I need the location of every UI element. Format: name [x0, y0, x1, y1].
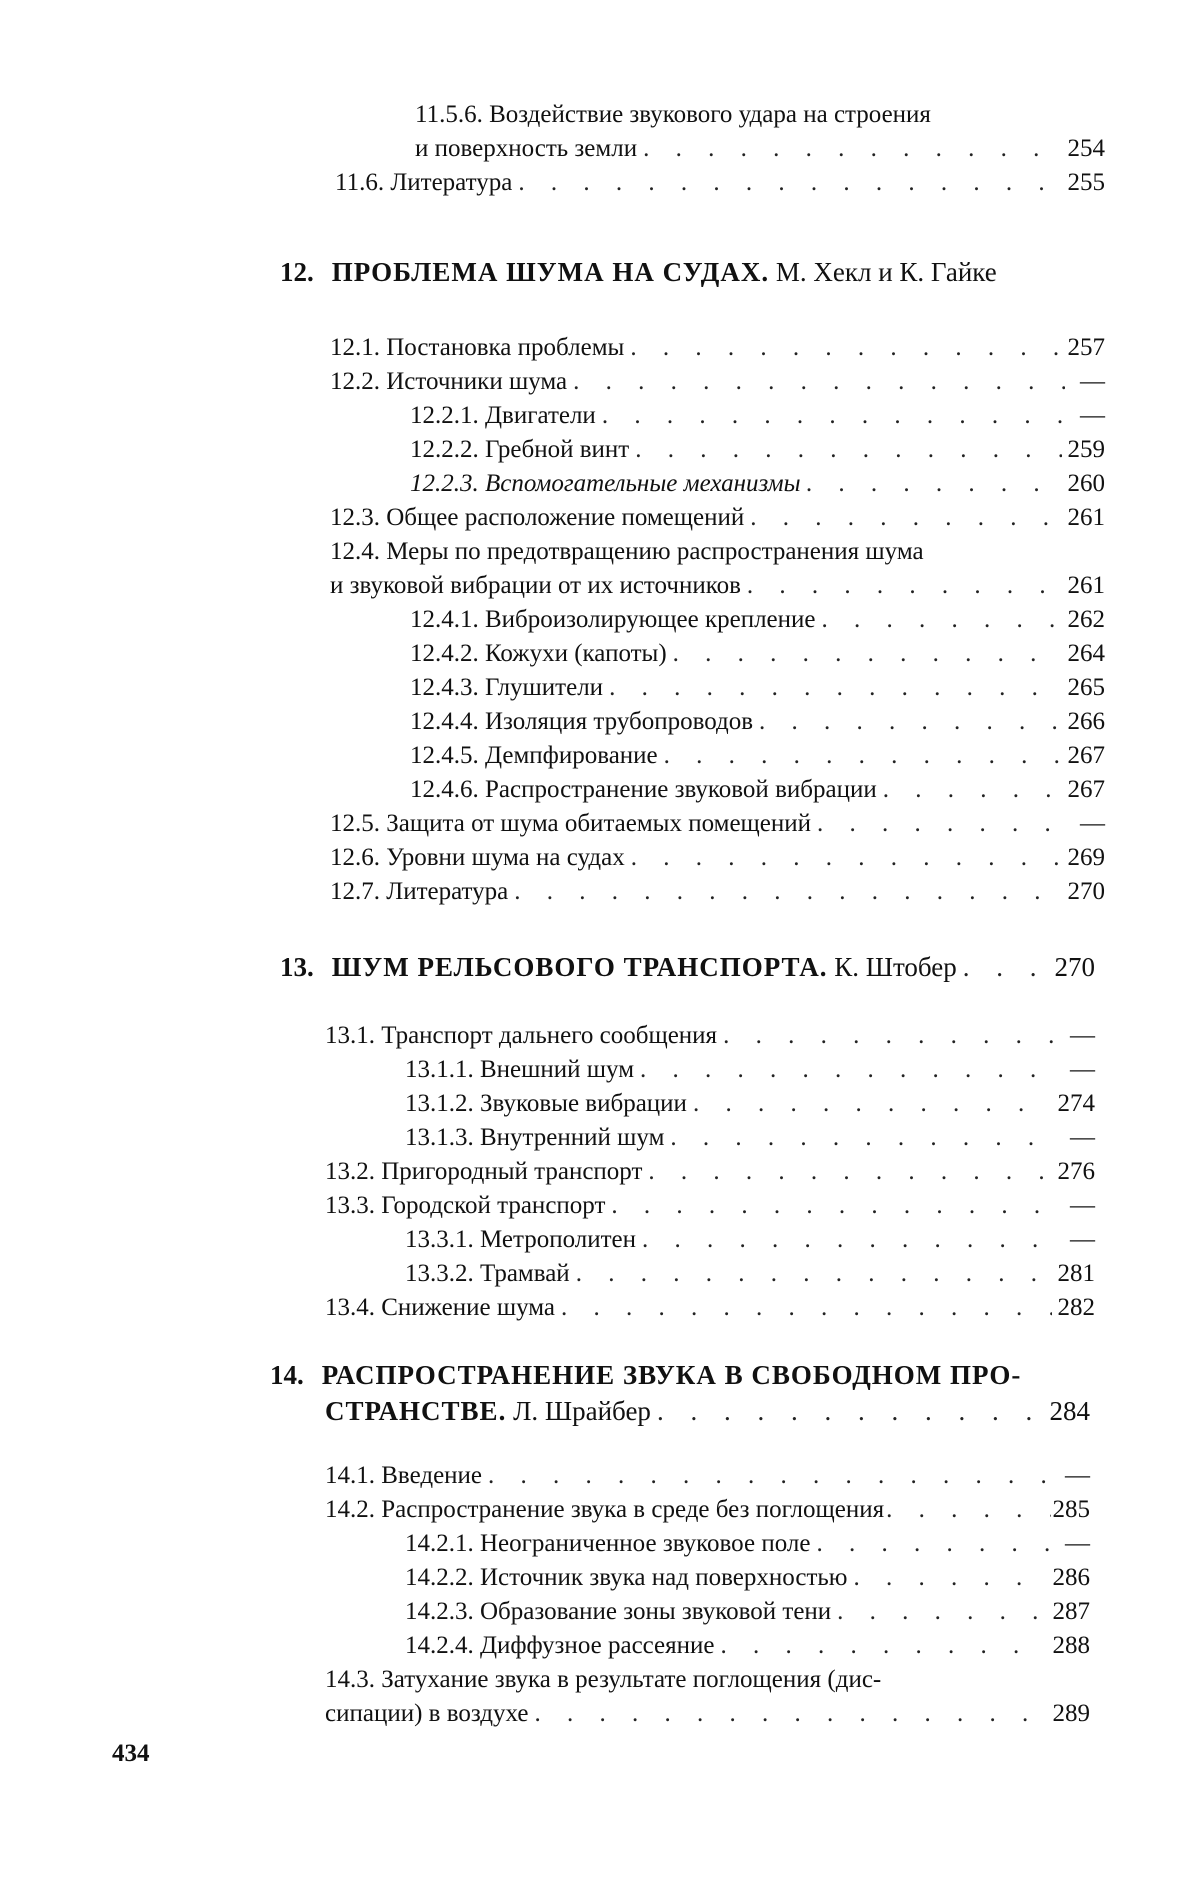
toc-page-number: — [1065, 1530, 1090, 1557]
toc-entry-text: 12.4.1. Виброизолирующее крепление [410, 606, 816, 633]
toc-page-number: — [1070, 1124, 1095, 1151]
toc-entry-11-6 [335, 168, 1105, 198]
toc-entry-text: 14.2.2. Источник звука над поверхностью [405, 1564, 848, 1591]
chapter-author: Л. Шрайбер [513, 1396, 651, 1426]
chapter-author: М. Хекл и К. Гайке [775, 257, 997, 287]
chapter-number: 14. [270, 1360, 304, 1390]
leader-dots [576, 1259, 1052, 1289]
toc-entry-12-2-3 [410, 469, 1105, 499]
toc-entry-12-2 [330, 367, 1105, 397]
toc-entry-text: 13.1. Транспорт дальнего сообщения [325, 1022, 718, 1049]
chapter-12-heading [280, 255, 997, 289]
toc-page-number: 269 [1067, 844, 1105, 871]
toc-page-number: — [1065, 1462, 1090, 1489]
toc-entry-text: 12.2.1. Двигатели [410, 402, 596, 429]
chapter-14-heading-line1 [270, 1358, 1021, 1392]
toc-entry-text: 12.5. Защита от шума обитаемых помещений [330, 810, 812, 837]
toc-entry-12-4-6 [410, 775, 1105, 805]
toc-page-number: 255 [1067, 169, 1105, 196]
toc-entry-text: 12.4.5. Демпфирование [410, 742, 658, 769]
toc-page-number: 261 [1067, 504, 1105, 531]
toc-entry-text: 12.6. Уровни шума на судах [330, 844, 625, 871]
toc-entry-text: 12.4.6. Распространение звуковой вибрации [410, 776, 877, 803]
leader-dots [747, 571, 1062, 601]
toc-entry-14-2-3 [405, 1597, 1090, 1627]
toc-entry-12-2-2 [410, 435, 1105, 465]
toc-page-number: — [1070, 1056, 1095, 1083]
toc-entry-text: 13.3. Городской транспорт [325, 1192, 606, 1219]
toc-entry-11-5-6-line1: 11.5.6. Воздействие звукового удара на строения [415, 101, 931, 128]
toc-page-number: 285 [1052, 1496, 1090, 1523]
toc-page-number: 259 [1067, 436, 1105, 463]
leader-dots [657, 1394, 1044, 1428]
toc-entry-text: 13.1.1. Внешний шум [405, 1056, 635, 1083]
chapter-title: ШУМ РЕЛЬСОВОГО ТРАНСПОРТА. [331, 952, 828, 982]
leader-dots [670, 1123, 1055, 1153]
leader-dots [759, 707, 1061, 737]
toc-entry-13-4 [325, 1293, 1095, 1323]
toc-entry-text: 13.2. Пригородный транспорт [325, 1158, 643, 1185]
toc-page-number: 254 [1067, 135, 1105, 162]
toc-page-number: — [1070, 1226, 1095, 1253]
toc-entry-text: 14.2.1. Неограниченное звуковое поле [405, 1530, 811, 1557]
toc-page-number: — [1080, 810, 1105, 837]
toc-page-number: 282 [1057, 1294, 1095, 1321]
toc-entry-14-3-line1: 14.3. Затухание звука в результате поглощения (дис- [325, 1666, 882, 1693]
leader-dots [822, 605, 1062, 635]
leader-dots [963, 950, 1049, 984]
leader-dots [853, 1563, 1046, 1593]
toc-entry-12-4-5 [410, 741, 1105, 771]
toc-entry-13-3-2 [405, 1259, 1095, 1289]
leader-dots [693, 1089, 1052, 1119]
toc-entry-text: 12.1. Постановка проблемы [330, 334, 625, 361]
toc-entry-text: 12.4.3. Глушители [410, 674, 604, 701]
leader-dots [630, 333, 1061, 363]
toc-entry-12-4-1 [410, 605, 1105, 635]
leader-dots [750, 503, 1061, 533]
toc-entry-text: 12.2.2. Гребной винт [410, 436, 630, 463]
chapter-author: К. Штобер [834, 952, 957, 982]
toc-entry-13-1-1 [405, 1055, 1095, 1085]
leader-dots [518, 168, 1061, 198]
toc-entry-text: 12.2. Источники шума [330, 368, 568, 395]
toc-page-number: 284 [1049, 1396, 1090, 1426]
leader-dots [609, 673, 1061, 703]
leader-dots [664, 741, 1062, 771]
leader-dots [631, 843, 1062, 873]
toc-entry-text: 13.1.3. Внутренний шум [405, 1124, 665, 1151]
toc-page-number: 286 [1052, 1564, 1090, 1591]
toc-entry-13-2 [325, 1157, 1095, 1187]
toc-entry-13-1-2 [405, 1089, 1095, 1119]
toc-entry-text: 13.3.1. Метрополитен [405, 1226, 637, 1253]
leader-dots [573, 367, 1065, 397]
toc-entry-12-7 [330, 877, 1105, 907]
toc-entry-14-2-2 [405, 1563, 1090, 1593]
leader-dots [817, 809, 1065, 839]
chapter-title: ПРОБЛЕМА ШУМА НА СУДАХ. [331, 257, 770, 287]
toc-page-number: — [1080, 368, 1105, 395]
toc-entry-13-3-1 [405, 1225, 1095, 1255]
toc-page-number: 267 [1067, 742, 1105, 769]
leader-dots [635, 435, 1061, 465]
toc-entry-12-1 [330, 333, 1105, 363]
toc-entry-text: 12.2.3. Вспомогательные механизмы [410, 470, 801, 497]
leader-dots [837, 1597, 1046, 1627]
toc-page-number: 287 [1052, 1598, 1090, 1625]
chapter-13-heading [280, 950, 1095, 984]
toc-entry-text: 12.7. Литература [330, 878, 509, 905]
toc-entry-14-2-4 [405, 1631, 1090, 1661]
leader-dots [640, 1055, 1055, 1085]
chapter-heading-text [280, 950, 957, 984]
toc-page-number: 276 [1057, 1158, 1095, 1185]
toc-entry-text: и поверхность земли [415, 135, 638, 162]
toc-entry-text: сипации) в воздухе [325, 1700, 529, 1727]
toc-entry-12-4-line2 [330, 571, 1105, 601]
toc-page-number: 267 [1067, 776, 1105, 803]
toc-entry-text: 14.2. Распространение звука в среде без поглощения [325, 1496, 885, 1523]
leader-dots [807, 469, 1062, 499]
toc-entry-text: 12.4.4. Изоляция трубопроводов [410, 708, 754, 735]
leader-dots [648, 1157, 1051, 1187]
chapter-number: 13. [280, 952, 314, 982]
toc-page-number: 257 [1067, 334, 1105, 361]
toc-page-number: 266 [1067, 708, 1105, 735]
toc-entry-12-2-1 [410, 401, 1105, 431]
leader-dots [883, 775, 1062, 805]
toc-entry-12-6 [330, 843, 1105, 873]
toc-page-number: 288 [1052, 1632, 1090, 1659]
toc-entry-13-1 [325, 1021, 1095, 1051]
leader-dots [816, 1529, 1050, 1559]
chapter-14-heading-line2 [325, 1394, 1090, 1428]
toc-entry-12-4-4 [410, 707, 1105, 737]
toc-page-number: 270 [1054, 952, 1095, 982]
page-number: 434 [112, 1740, 150, 1767]
toc-entry-text: 12.4.2. Кожухи (капоты) [410, 640, 667, 667]
toc-entry-text: 14.2.3. Образование зоны звуковой тени [405, 1598, 832, 1625]
toc-entry-12-4-2 [410, 639, 1105, 669]
toc-entry-text: 14.2.4. Диффузное рассеяние [405, 1632, 715, 1659]
leader-dots [642, 1225, 1055, 1255]
toc-page-number: — [1070, 1022, 1095, 1049]
toc-page-number: 265 [1067, 674, 1105, 701]
leader-dots [643, 134, 1061, 164]
toc-page-number: 264 [1067, 640, 1105, 667]
toc-page-number: 262 [1067, 606, 1105, 633]
toc-entry-text: 11.6. Литература [335, 169, 513, 196]
chapter-title: РАСПРОСТРАНЕНИЕ ЗВУКА В СВОБОДНОМ ПРО- [321, 1360, 1022, 1390]
toc-page-number: 281 [1057, 1260, 1095, 1287]
toc-entry-text: 14.1. Введение [325, 1462, 483, 1489]
toc-page-number: — [1070, 1192, 1095, 1219]
leader-dots [673, 639, 1062, 669]
toc-entry-text: 13.1.2. Звуковые вибрации [405, 1090, 687, 1117]
toc-entry-text: и звуковой вибрации от их источников [330, 572, 741, 599]
toc-page-number: 261 [1067, 572, 1105, 599]
leader-dots [561, 1293, 1052, 1323]
toc-entry-12-5 [330, 809, 1105, 839]
toc-page-number: 274 [1057, 1090, 1095, 1117]
toc-entry-text: 13.4. Снижение шума [325, 1294, 555, 1321]
chapter-heading-text [325, 1394, 651, 1428]
toc-entry-12-3 [330, 503, 1105, 533]
toc-page-number: 289 [1052, 1700, 1090, 1727]
toc-entry-14-1 [325, 1461, 1090, 1491]
toc-entry-12-4-line1: 12.4. Меры по предотвращению распространения шума [330, 538, 924, 565]
toc-entry-12-4-3 [410, 673, 1105, 703]
leader-dots [611, 1191, 1055, 1221]
leader-dots [886, 1495, 1050, 1525]
toc-entry-text: 13.3.2. Трамвай [405, 1260, 570, 1287]
leader-dots [514, 877, 1061, 907]
toc-entry-14-3-line2 [325, 1699, 1090, 1729]
toc-entry-text: 12.3. Общее расположение помещений [330, 504, 745, 531]
chapter-number: 12. [280, 257, 314, 287]
toc-page-number: — [1080, 402, 1105, 429]
toc-entry-13-1-3 [405, 1123, 1095, 1153]
chapter-title-continued: СТРАНСТВЕ. [325, 1396, 507, 1426]
leader-dots [723, 1021, 1055, 1051]
toc-entry-13-3 [325, 1191, 1095, 1221]
toc-entry-11-5-6-line2 [415, 134, 1105, 164]
leader-dots [602, 401, 1065, 431]
toc-page-number: 270 [1067, 878, 1105, 905]
leader-dots [721, 1631, 1047, 1661]
toc-entry-14-2 [325, 1495, 1090, 1525]
leader-dots [488, 1461, 1050, 1491]
toc-entry-14-2-1 [405, 1529, 1090, 1559]
toc-page-number: 260 [1067, 470, 1105, 497]
leader-dots [534, 1699, 1046, 1729]
